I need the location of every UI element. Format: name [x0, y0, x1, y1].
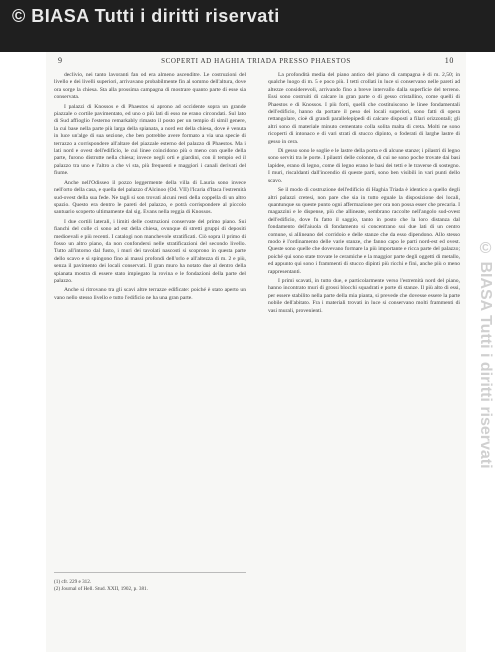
paragraph: La profondità media del piano antico del piano di campagna è di m. 2,50; in qualche luogo di m. 5 e poco più. I tetti crollati in luce si conservano nelle pareti ad altezze considerevoli, arrivando fino a breve intervallo dalla superficie del terreno. Essi sono costruiti di calcare in gran parte o di gesso cristallino, come quelli di Phaestos e di Knossos. I più forti, quelli che costituiscono le linee fondamentali dell'edificio, hanno da portare il peso dei locali superiori, sono fatti di opera rettangolare, cioè di grandi parallelepipedi di calcare disposti a filari orizzontali; gli altri sono di materiale minuto cementato colla solita malta di creta. Molti ne sono ricoperti di intonaco e di vari strati di stucco dipinto, o foderati di larghe lastre di gesso in cera.	[268, 72, 460, 145]
paragraph: Anche nell'Odisseo il pozzo leggermente della villa di Lauria sono invece nell'orto della casa, e quella del palazzo d'Alcinoo (Od. VII) l'Icaria d'Itaca l'estremità sud-ovest della sua fede. Ne tagli si son trovati alcuni resti della coppella di un altro spazio. Questo era dentro le pareti del palazzo, e potrà corrispondere al piccolo santuario scoperto ultimamente dal sig. Evans nella reggia di Knossos.	[54, 179, 246, 216]
paragraph: declivio, nei tanto lavoranti fan od era almeno ascenditre. Le costruzioni del livello e dei livelli superiori, arrivavano probabilmente fin al sommo dell'altura, dove ora sorge la chiesa. Sta alla prossima campagna di mostrare quanto parte di esse sia conservata.	[54, 72, 246, 101]
scanned-page	[46, 52, 466, 652]
bottom-margin	[0, 652, 495, 670]
right-column	[268, 72, 460, 632]
copyright-watermark: © BIASA Tutti i diritti riservati	[12, 6, 280, 26]
paragraph: I due cortili laterali, i limiti delle costruzioni conservate del primo piano. Sui fianchi del colle ci sono ad est della chiesa, ovunque di stretti gruppi di depositi medioevali e più recenti. I catalogi non manchevole stratificati. Ciò sopra il primo di fosso un altro piano, da non confondersi nelle stratificazioni del secondo livello. Tutto all'intorno dal fusto, i muri dei tavolati nascosti si scoprono in questa parte dello scavo e si spingono fino ai massi profondi dell'orlo e all'altezza di m. 2 e più, senza il pavimento dei locali conservati. Il gran muro ha notato due al dentro della spianata mostra di essere stato impiegato la rovina e le fondazioni della parte del palazzo.	[54, 218, 246, 284]
header-band	[0, 0, 495, 52]
left-column	[54, 72, 246, 564]
footnote: (2) Journal of Hell. Stud. XXII, 1902, p. 381.	[54, 586, 148, 592]
paragraph: I palazzi di Knossos e di Phaestos si aprono ad occidente sopra un grande piazzale o cortile pavimentato, ed uno o più lati di esso ne erano circondati. Sul lato di Sud affioglio l'esterno remarkably rimasto il posto per un tempio di simil genere, la cui base nella parte più larga della spianata, a nord est della chiesa, dove è venuta in luce un'alge di sua sezione, che ben potrebbe avere formato a via una specie di terrazzo a corrispondere all'altare del piazzale esterno del palazzo di Phaestos. Ma i lati nord e ovest dell'edificio, le cui linee coincidono più o meno con quelle della parte, furono distrutte nella chiesa; invece negli orti e giardini, con il tempio ed il palazzo tra uno e l'altro a che vi sta, più frequenti e maggiori i canali derivati del fiume.	[54, 103, 246, 177]
paragraph: Se il modo di costruzione dell'edificio di Haghia Triada è identico a quello degli altri palazzi cretesi, non pare che sia in tutto eguale la disposizione dei locali, quantunque su queste punto ogni affermazione per ora non possa esser che precaria. I magazzini e le dispense, più che allineate, sembrano raccolte nell'angolo sud-ovest dell'edificio, dove fu fatto il saggio, tanto in posto che la loro distanza dal fondamento dell'aiuola di fondamento si concentrano sui due lati di un centro comune, si allineano del corridoio e delle stanze che da esso dipendono. Allo stesso modo è l'ordinamento delle varie stanze, che fanno capo le parti nord-est ed ovest. Queste sono quelle che dovevano formare la più importante e ricca parte del palazzo; poiché qui sono state trovate le ceramiche e la maggior parte degli oggetti di metallo, ed appunto qui sono i frammenti di stucco dipinti più ricchi e fini, anche più o meno rappresentanti.	[268, 187, 460, 275]
side-watermark: © BIASA Tutti i diritti riservati	[477, 240, 494, 469]
paragraph: I primi scavati, in tutto due, e particolarmente verso l'estremità nord del piano, hanno incontrato muri di grossi blocchi squadrati e porte di stanze. Il più alto di essi, per essere stabilito nella parte della mia pianta, si prevede che dovesse essere la parte nobile dell'abitato. Fra i materiali trovati in luce si conservano molti frammenti di vasi murali, provenienti.	[268, 277, 460, 314]
running-head	[58, 56, 454, 70]
footnotes	[54, 572, 246, 593]
paragraph: Anche si ritrovano tra gli scavi altre terrazze edificate: poiché è stato aperto un vano nello stesso livello e tutto l'edificio ne ha una gran parte.	[54, 287, 246, 301]
page-number-left: 9	[58, 56, 63, 65]
footnote: (1) cfr. 229 e 312.	[54, 579, 92, 585]
paragraph: Di gesso sono le soglie e le lastre della porta e di alcune stanze; i pilastri di legno sono serviti tra le porte. I pilastri delle colonne, di cui ne sono poche trovate dai basi lapidee, erano di legno, come di legno erano le basi dei tetti e le traverse di sostegno. I muri, riscaldanti dall'incendio di queste parti, sono ben visibili in vari punti dello scavo.	[268, 148, 460, 184]
page-number-right: 10	[444, 56, 454, 65]
running-title: SCOPERTI AD HAGHIA TRIADA PRESSO PHAESTOS	[161, 57, 351, 65]
